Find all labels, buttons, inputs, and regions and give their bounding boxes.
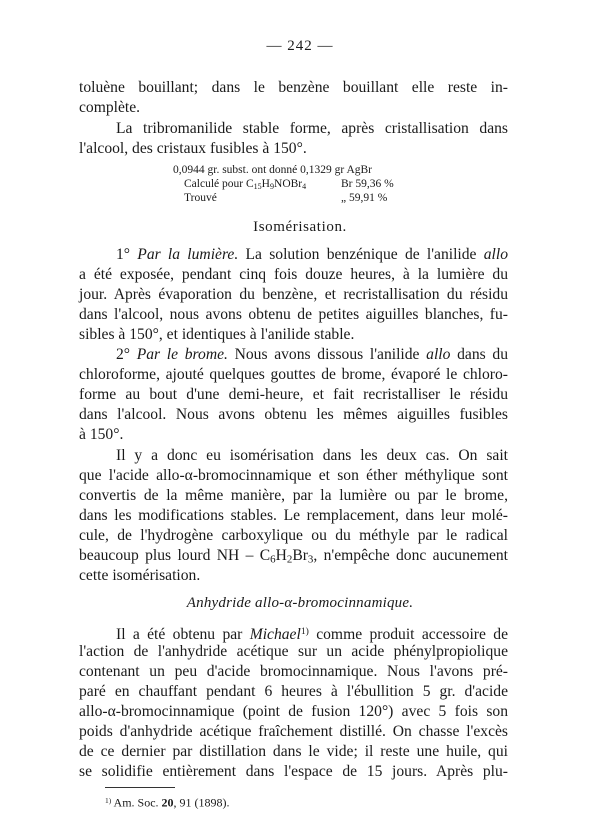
formula-sub: 9 — [269, 182, 275, 191]
found-value: „ 59,91 % — [341, 192, 388, 204]
paragraph-line: paré en chauffant pendant 6 heures à l'ébullition 5 gr. d'acide — [79, 683, 508, 700]
paragraph-line: sibles à 150°, et identiques à l'anilide stable. — [79, 326, 355, 343]
formula-part: Br — [292, 547, 308, 564]
paragraph-line: que l'acide allo-α-bromocinnamique et son éther méthylique sont — [79, 467, 508, 484]
text-run: Il a été obtenu par — [116, 625, 243, 643]
paragraph-line: l'alcool, des cristaux fusibles à 150°. — [79, 140, 307, 157]
paragraph-line: toluène bouillant; dans le benzène bouillant elle reste in- — [79, 79, 508, 96]
calc-value: Br 59,36 % — [341, 178, 394, 190]
formula — [246, 178, 306, 190]
footnote-mark: 1) — [105, 796, 112, 805]
paragraph-line: Il y a donc eu isomérisation dans les deux cas. On sait — [116, 447, 508, 464]
footnote-pages: , 91 (1898). — [173, 795, 230, 810]
formula-part: H — [275, 547, 287, 564]
paragraph-line — [116, 345, 508, 365]
text-run: , n'empêche donc aucunement — [313, 547, 508, 564]
paragraph-line: l'action de l'anhydride acétique sur un acide phénylpropiolique — [79, 643, 508, 660]
formula-sub: 3 — [307, 553, 314, 566]
found-label: Trouvé — [184, 192, 217, 204]
paragraph-line: convertis de la même manière, par la lumière ou par le brome, — [79, 487, 508, 504]
text-run: Nous avons dissous l'anilide — [234, 346, 420, 363]
paragraph-line — [116, 245, 508, 265]
paragraph-line: poids d'anhydride acétique fraîchement distillé. On chasse l'excès — [79, 723, 508, 740]
footnote-volume: 20 — [161, 795, 174, 810]
paragraph-line: de ce dernier par distillation dans le vide; il reste une huile, qui — [79, 743, 508, 760]
paragraph-line: contenant un peu d'acide bromocinnamique. Nous l'avons pré- — [79, 663, 508, 680]
paragraph-line: chloroforme, ajouté quelques gouttes de brome, évaporé le chloro- — [79, 366, 508, 383]
text-run: comme produit accessoire de — [316, 625, 508, 643]
paragraph-line: forme au bout d'une demi-heure, et fait recristalliser le résidu — [79, 386, 508, 403]
footnote — [105, 794, 230, 810]
paragraph-line: se solidifie entièrement dans l'espace de 15 jours. Après plu- — [79, 763, 508, 780]
list-number: 2° — [116, 346, 131, 363]
paragraph-line: allo-α-bromocinnamique (point de fusion 120°) avec 5 fois son — [79, 703, 508, 720]
formula-part: C — [245, 178, 254, 190]
italic-word: allo — [483, 246, 508, 263]
paragraph-line: jour. Après évaporation du benzène, et recristallisation du résidu — [79, 286, 508, 303]
author-name: Michael — [249, 625, 301, 643]
page-number: — 242 — — [266, 38, 334, 54]
paragraph-line: cule, de l'hydrogène carboxylique ou du méthyle par le radical — [79, 527, 508, 544]
analysis-line: 0,0944 gr. subst. ont donné 0,1329 gr AgBr — [173, 164, 373, 176]
paragraph-line: a été exposée, pendant cinq fois douze heures, à la lumière du — [79, 266, 508, 283]
section-heading: Anhydride allo-α-bromocinnamique. — [186, 595, 414, 611]
paragraph-line: dans l'alcool. Nous avons obtenu les mêmes aiguilles fusibles — [79, 406, 508, 423]
footnote-journal: Am. Soc. — [113, 795, 159, 810]
text-run: beaucoup plus lourd NH – C — [79, 547, 271, 564]
footnote-rule — [105, 787, 175, 788]
italic-word: allo — [426, 346, 451, 363]
formula-sub: 4 — [302, 182, 307, 191]
footnote-ref: 1) — [300, 626, 309, 637]
formula-sub: 15 — [253, 182, 262, 191]
italic-lead: Par le brome. — [136, 346, 228, 363]
formula-part: H — [261, 178, 270, 190]
paragraph-line: La tribromanilide stable forme, après cristallisation dans — [116, 120, 508, 137]
formula-sub: 6 — [270, 553, 276, 566]
paragraph-line: à 150°. — [79, 426, 124, 443]
formula-part: NOBr — [274, 178, 303, 190]
text-run: La solution benzénique de l'anilide — [245, 246, 477, 263]
section-heading: Isomérisation. — [253, 219, 347, 235]
paragraph-line: complète. — [79, 99, 141, 116]
paragraph-line: dans l'alcool, nous avons obtenu de petites aiguilles blanches, fu- — [79, 306, 508, 323]
italic-lead: Par la lumière. — [137, 246, 239, 263]
list-number: 1° — [116, 246, 131, 263]
paragraph-line: cette isomérisation. — [79, 567, 201, 584]
calc-label: Calculé pour — [184, 178, 244, 190]
text-run: dans du — [457, 346, 508, 363]
paragraph-line: dans les modifications stables. Le remplacement, dans leur molé- — [79, 507, 508, 524]
formula-sub: 2 — [286, 553, 293, 566]
